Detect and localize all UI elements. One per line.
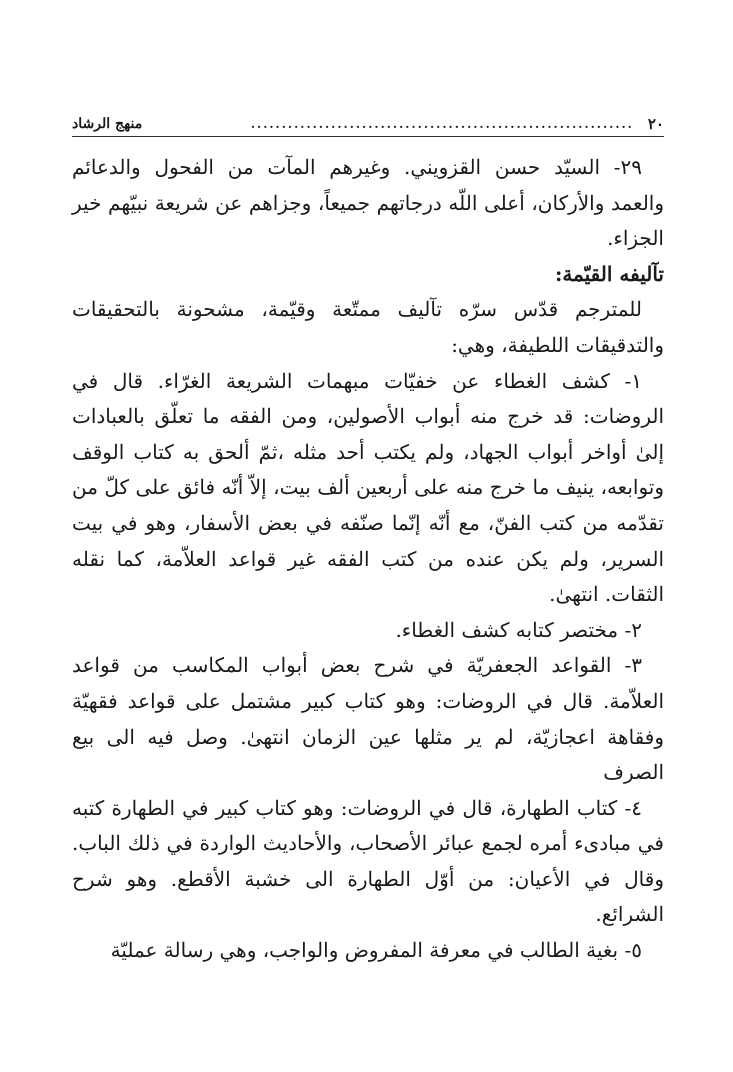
- section-heading-works: تآليفه القيّمة:: [554, 261, 664, 286]
- paragraph-works-intro: للمترجم قدّس سرّه تآليف ممتّعة وقيّمة، مشحونة بالتحقيقات والتدقيقات اللطيفة، وهي:: [72, 297, 664, 357]
- paragraph-work-2: ٢- مختصر كتابه كشف الغطاء.: [395, 617, 642, 642]
- running-title: منهج الرشاد: [72, 116, 143, 132]
- header-rule: [72, 136, 664, 137]
- paragraph-scholars-list-end: ٢٩- السيّد حسن القزويني. وغيرهم المآت من الفحول والدعائم والعمد والأركان، أعلى اللّه درجاتهم جميعاً، وجزاهم عن شريعة نبيّهم خير الجزاء.: [72, 155, 664, 251]
- paragraph-work-3: ٣- القواعد الجعفريّة في شرح بعض أبواب المكاسب من قواعد العلاّمة. قال في الروضات: وهو كتاب كبير مشتمل على قواعد فقهيّة وفقاهة اعجازيّة، لم ير مثلها عين الزمان انتهىٰ. وصل فيه الى بيع الصرف: [72, 653, 665, 785]
- page-body: [72, 150, 664, 969]
- paragraph-work-4: ٤- كتاب الطهارة، قال في الروضات: وهو كتاب كبير في الطهارة كتبه في مبادىء أمره لجمع عبائر الأصحاب، والأحاديث الواردة في ذلك الباب. وقال في الأعيان: من أوّل الطهارة الى خشبة الأقطع. وهو شرح الشرائع.: [72, 795, 664, 927]
- leader-dots: ..............................................................: [250, 117, 634, 131]
- paragraph-work-1: ١- كشف الغطاء عن خفيّات مبهمات الشريعة الغرّاء. قال في الروضات: قد خرج منه أبواب الأصولين، ومن الفقه ما تعلّق بالعبادات إلىٰ أواخر أبواب الجهاد، ولم يكتب أحد مثله ،ثمّ ألحق به كتاب الوقف وتوابعه، ينيف ما خرج منه على أربعين ألف بيت، إلاّ أنّه فائق على كلّ من تقدّمه من كتب الفنّ، مع أنّه إنّما صنّفه في بعض الأسفار، وهو في بيت السرير، ولم يكن عنده من كتب الفقه غير قواعد العلاّمة، كما نقله الثقات. انتهىٰ.: [72, 368, 665, 607]
- paragraph-work-5: ٥- بغية الطالب في معرفة المفروض والواجب، وهي رسالة عمليّة: [110, 938, 642, 963]
- running-header: [72, 112, 664, 136]
- page-number: ٢٠: [647, 115, 664, 133]
